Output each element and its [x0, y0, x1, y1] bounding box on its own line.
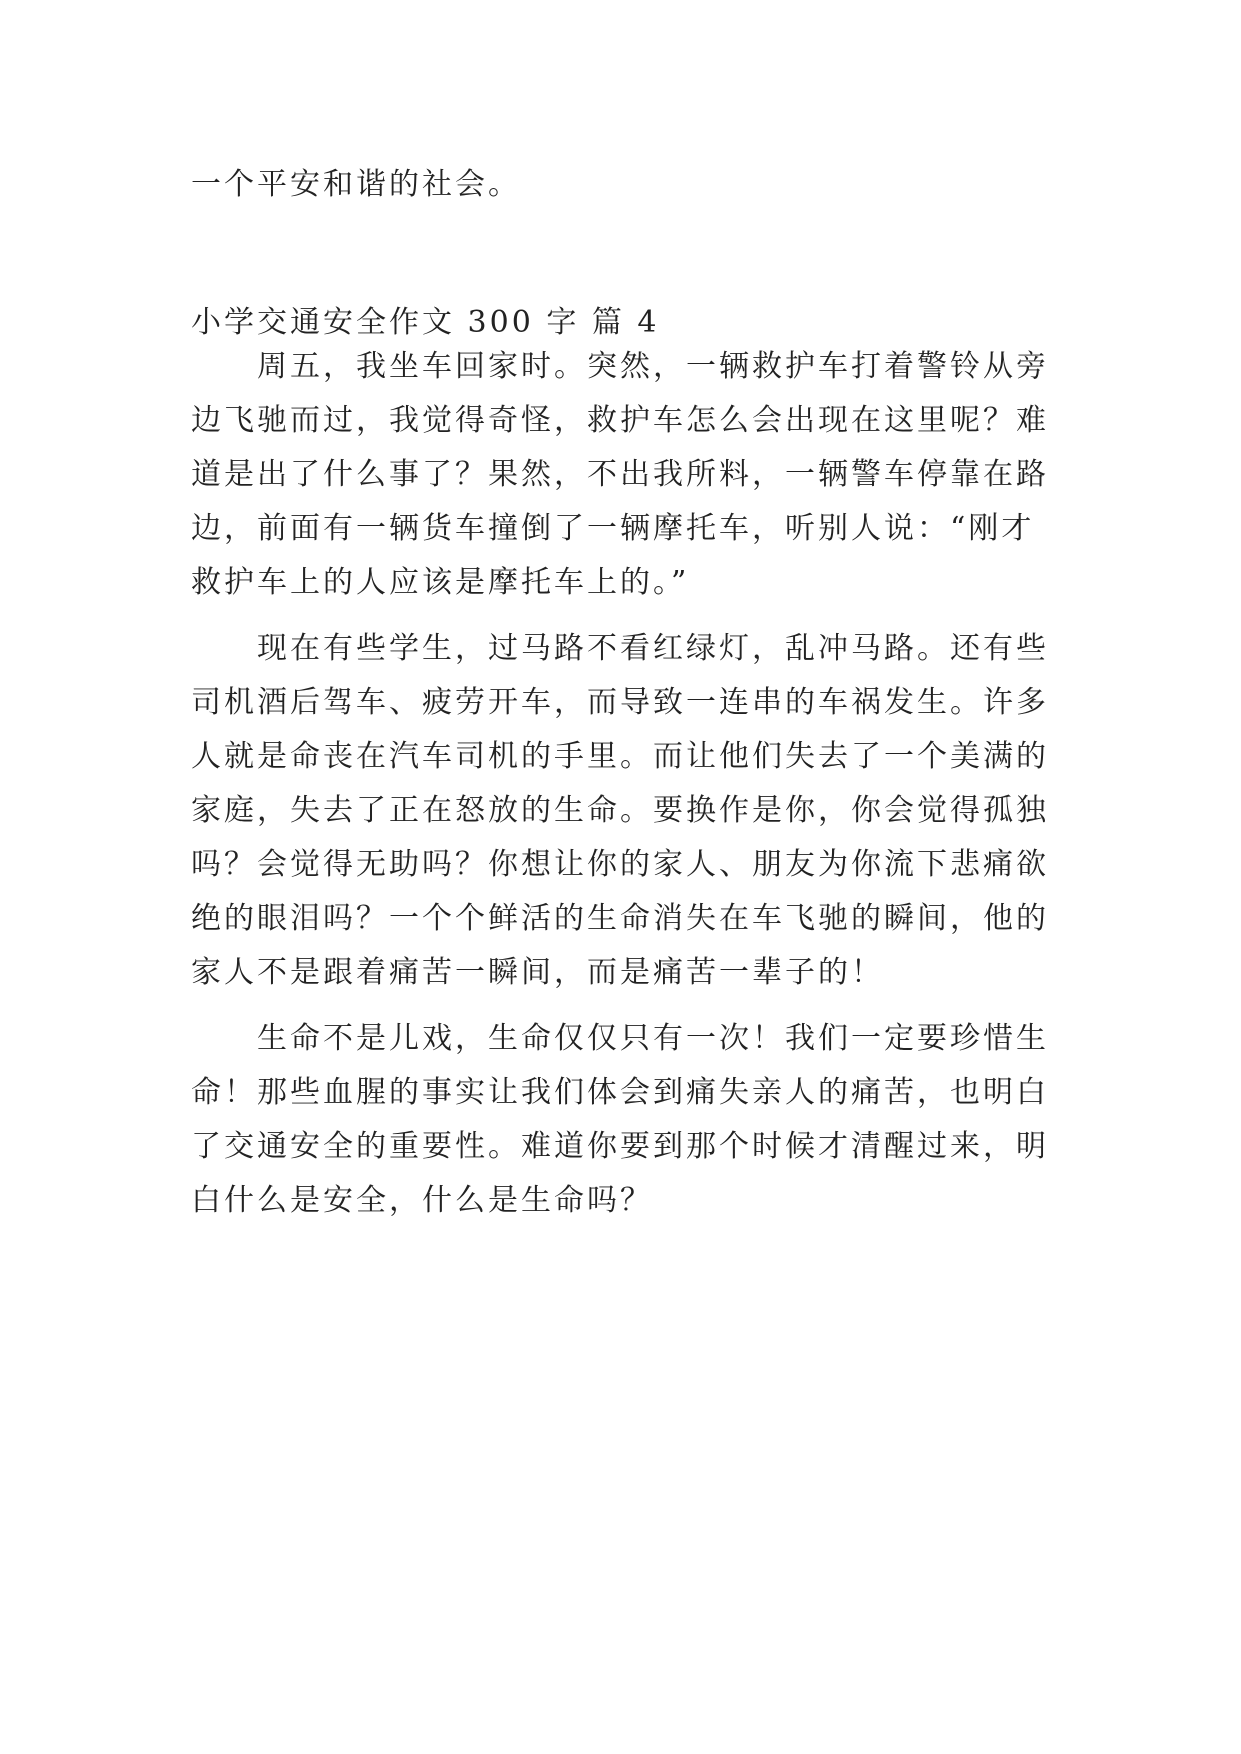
- paragraph-3: [191, 1012, 1051, 1228]
- text-line: 人就是命丧在汽车司机的手里。而让他们失去了一个美满的: [191, 739, 1049, 774]
- paragraph-1: [191, 340, 1051, 610]
- text-line: 生命不是儿戏，生命仅仅只有一次！我们一定要珍惜生: [257, 1021, 1049, 1056]
- previous-text-fragment: [191, 158, 1051, 212]
- text-line: 家人不是跟着痛苦一瞬间，而是痛苦一辈子的！: [191, 955, 884, 990]
- text-line: 边飞驰而过，我觉得奇怪，救护车怎么会出现在这里呢？难: [191, 403, 1049, 438]
- text-line: 现在有些学生，过马路不看红绿灯，乱冲马路。还有些: [257, 631, 1049, 666]
- text-line: 家庭，失去了正在怒放的生命。要换作是你，你会觉得孤独: [191, 793, 1049, 828]
- text-line: 道是出了什么事了？果然，不出我所料，一辆警车停靠在路: [191, 457, 1049, 492]
- text-line: 救护车上的人应该是摩托车上的。”: [191, 565, 690, 600]
- text-line: 了交通安全的重要性。难道你要到那个时候才清醒过来，明: [191, 1129, 1049, 1164]
- essay-body: [191, 340, 1051, 1228]
- paragraph-2: [191, 622, 1051, 1000]
- text-line: 司机酒后驾车、疲劳开车，而导致一连串的车祸发生。许多: [191, 685, 1049, 720]
- text-line: 边，前面有一辆货车撞倒了一辆摩托车，听别人说：“刚才: [191, 511, 1035, 546]
- text-line: 一个平安和谐的社会。: [191, 167, 521, 202]
- text-line: 白什么是安全，什么是生命吗？: [191, 1183, 653, 1218]
- text-line: 周五，我坐车回家时。突然，一辆救护车打着警铃从旁: [257, 349, 1049, 384]
- text-line: 吗？会觉得无助吗？你想让你的家人、朋友为你流下悲痛欲: [191, 847, 1049, 882]
- section-title-text: 小学交通安全作文 300 字 篇 4: [191, 305, 660, 340]
- text-line: 绝的眼泪吗？一个个鲜活的生命消失在车飞驰的瞬间，他的: [191, 901, 1049, 936]
- text-line: 命！那些血腥的事实让我们体会到痛失亲人的痛苦，也明白: [191, 1075, 1049, 1110]
